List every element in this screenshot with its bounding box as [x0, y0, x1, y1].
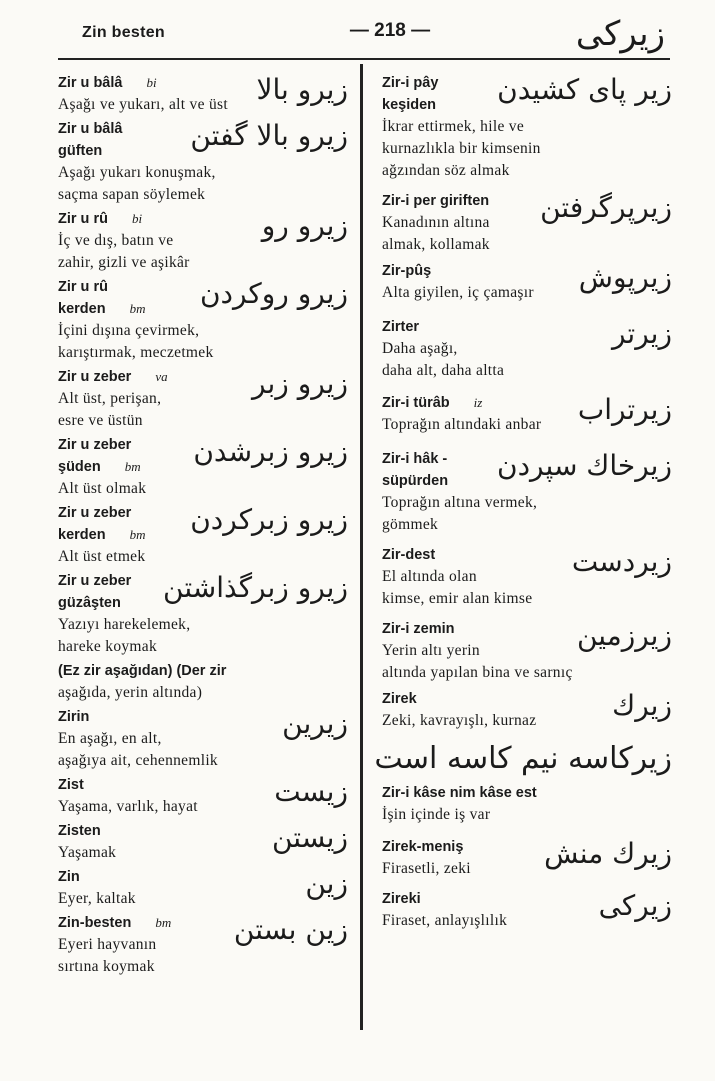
dictionary-entry — [382, 316, 672, 382]
headword: Zin — [58, 869, 80, 885]
headword: güften — [58, 143, 103, 159]
entry-arabic: زیردست — [571, 545, 672, 578]
dictionary-entry — [382, 260, 672, 304]
entry-arabic: زیرو زبر — [252, 367, 348, 400]
definition-line: Firasetli, zeki — [382, 860, 471, 877]
definition-line: İçini dışına çevirmek, — [58, 322, 200, 339]
definition-line: Eyer, kaltak — [58, 890, 136, 907]
entry-arabic: زیرك — [612, 689, 672, 722]
entry-arabic: زین — [305, 867, 348, 900]
dictionary-entry — [374, 736, 672, 826]
headword: şüden bm — [58, 459, 141, 475]
definition-line: En aşağı, en alt, — [58, 730, 162, 747]
headword: süpürden — [382, 473, 449, 489]
definition-line: Alta giyilen, iç çamaşır — [382, 284, 534, 301]
definition-line: aşağıya ait, cehennemlik — [58, 752, 218, 769]
entry-arabic: زیستن — [271, 821, 348, 854]
right-column — [374, 72, 672, 934]
entry-arabic: زیرو زبرشدن — [193, 435, 348, 468]
entry-arabic: زیرو بالا گفتن — [190, 119, 348, 152]
definition-line: sırtına koymak — [58, 958, 155, 975]
grammar-abbreviation: iz — [473, 395, 483, 410]
definition-line: Alt üst, perişan, — [58, 390, 162, 407]
definition-line: ağzından söz almak — [382, 162, 510, 179]
headword: Zir u bâlâ — [58, 121, 123, 137]
definition-line: Yaşamak — [58, 844, 117, 861]
headword: Zir-i hâk - — [382, 451, 448, 467]
headword: Zir-i kâse nim kâse est — [382, 785, 537, 801]
header-rule — [58, 58, 670, 60]
entry-arabic: زین بستن — [233, 913, 348, 946]
dictionary-entry — [58, 866, 348, 910]
definition-line: Eyeri hayvanın — [58, 936, 157, 953]
dictionary-entry — [58, 118, 348, 206]
entry-arabic: زیرو بالا — [256, 73, 348, 106]
entry-arabic: زیرپرگرفتن — [540, 191, 672, 224]
headword: kerden bm — [58, 527, 146, 543]
dictionary-entry — [58, 276, 348, 364]
dictionary-entry — [382, 190, 672, 256]
definition-line: almak, kollamak — [382, 236, 490, 253]
entry-arabic: زیرك منش — [544, 837, 672, 870]
definition-line: Firaset, anlayışlılık — [382, 912, 508, 929]
definition-line: Toprağın altındaki anbar — [382, 416, 542, 433]
entry-arabic: زیر پای کشیدن — [497, 73, 672, 106]
dictionary-entry — [58, 912, 348, 978]
definition-line: kimse, emir alan kimse — [382, 590, 533, 607]
running-head-left: Zin besten — [82, 24, 166, 41]
headword: keşiden — [382, 97, 436, 113]
dictionary-entry — [382, 544, 672, 610]
dictionary-entry — [58, 366, 348, 432]
definition-line: Alt üst etmek — [58, 548, 146, 565]
headword: Zir u zeber — [58, 437, 132, 453]
entry-arabic: زیرتر — [611, 317, 672, 350]
headword: Zir-i pây — [382, 75, 439, 91]
grammar-abbreviation: bi — [146, 75, 157, 90]
headword: Zir-i per giriften — [382, 193, 490, 209]
dictionary-entry — [58, 706, 348, 772]
running-head-arabic: زیرکی — [575, 14, 665, 54]
definition-line: El altında olan — [382, 568, 477, 585]
grammar-abbreviation: bi — [131, 211, 143, 226]
entry-arabic: زیرتراب — [577, 393, 672, 426]
page-header — [0, 0, 715, 60]
headword: Zir u bâlâ bi — [58, 75, 157, 91]
headword: Zir u zeber — [58, 573, 132, 589]
definition-line: karıştırmak, meczetmek — [58, 344, 214, 361]
definition-line: zahir, gizli ve aşikâr — [58, 254, 190, 271]
dictionary-entry — [382, 836, 672, 880]
headword: Zirter — [382, 319, 420, 335]
grammar-abbreviation: va — [155, 369, 168, 384]
dictionary-entry — [382, 688, 672, 732]
entry-arabic: زیرو رو — [261, 209, 348, 242]
definition-line: Aşağı ve yukarı, alt ve üst — [58, 96, 228, 113]
headword-block — [382, 782, 672, 804]
entry-arabic: زیست — [274, 775, 348, 808]
headword: Zir u rû — [58, 279, 108, 295]
dictionary-entry — [58, 820, 348, 864]
headword: Zin-besten bm — [58, 915, 172, 931]
entry-arabic: زیرو زبرکردن — [190, 503, 348, 536]
definition-line: Alt üst olmak — [58, 480, 147, 497]
headword-block — [58, 118, 348, 162]
dictionary-entry — [382, 392, 672, 436]
entry-arabic: زیرکاسه نیم کاسه است — [374, 741, 672, 776]
definition-line: Toprağın altına vermek, — [382, 494, 538, 511]
dictionary-entry — [382, 888, 672, 932]
page-number: — 218 — — [349, 20, 431, 41]
headword-block — [58, 502, 348, 546]
definition-line: İkrar ettirmek, hile ve — [382, 118, 525, 135]
headword-block — [58, 570, 348, 614]
headword: Zir-dest — [382, 547, 436, 563]
headword: Zirek-meniş — [382, 839, 464, 855]
dictionary-entry — [382, 72, 672, 182]
headword-block — [58, 434, 348, 478]
headword: Zir-i türâb iz — [382, 395, 483, 411]
dictionary-entry — [382, 618, 672, 684]
headword-block — [382, 72, 672, 116]
grammar-abbreviation: bm — [129, 527, 146, 542]
definition-line: Yazıyı harekelemek, — [58, 616, 191, 633]
definition-line: Yaşama, varlık, hayat — [58, 798, 198, 815]
entry-arabic: زیرکی — [598, 889, 672, 922]
headword-block — [58, 276, 348, 320]
dictionary-entry — [58, 660, 348, 704]
headword: Zist — [58, 777, 84, 793]
entry-arabic: زیرو زبرگذاشتن — [163, 571, 348, 604]
definition-line: kurnazlıkla bir kimsenin — [382, 140, 541, 157]
column-divider — [360, 64, 363, 1030]
headword: güzâşten — [58, 595, 121, 611]
left-column — [58, 72, 348, 980]
definition-line: hareke koymak — [58, 638, 158, 655]
headword: Zir u zeber — [58, 505, 132, 521]
dictionary-entry — [58, 774, 348, 818]
definition-line: İç ve dış, batın ve — [58, 232, 174, 249]
dictionary-entry — [58, 502, 348, 568]
entry-arabic: زیرو روکردن — [199, 277, 348, 310]
dictionary-entry — [58, 434, 348, 500]
grammar-abbreviation: bm — [129, 301, 146, 316]
definition-line: Zeki, kavrayışlı, kurnaz — [382, 712, 537, 729]
definition-line: aşağıda, yerin altında) — [58, 684, 203, 701]
entry-arabic: زیرین — [282, 707, 348, 740]
definition-line: esre ve üstün — [58, 412, 143, 429]
headword: Zir u rû bi — [58, 211, 143, 227]
definition-line: altında yapılan bina ve sarnıç — [382, 664, 573, 681]
definition-line: Kanadının altına — [382, 214, 490, 231]
headword: Zir-pûş — [382, 263, 432, 279]
headword: Zirin — [58, 709, 90, 725]
grammar-abbreviation: bm — [124, 459, 141, 474]
note-heading: (Ez zir aşağıdan) (Der zir — [58, 663, 227, 679]
definition-line: Daha aşağı, — [382, 340, 458, 357]
grammar-abbreviation: bm — [155, 915, 172, 930]
dictionary-entry — [382, 448, 672, 536]
definition-line: Yerin altı yerin — [382, 642, 480, 659]
entry-arabic: زیرزمین — [576, 619, 672, 652]
dictionary-entry — [58, 72, 348, 116]
headword: kerden bm — [58, 301, 146, 317]
definition-line: saçma sapan söylemek — [58, 186, 206, 203]
headword: Zisten — [58, 823, 101, 839]
definition-line: daha alt, daha altta — [382, 362, 505, 379]
dictionary-entry — [58, 208, 348, 274]
headword: Zireki — [382, 891, 421, 907]
headword: Zir u zeber va — [58, 369, 168, 385]
headword: Zir-i zemin — [382, 621, 455, 637]
definition-line: İşin içinde iş var — [382, 806, 491, 823]
entry-arabic: زیرپوش — [578, 261, 672, 294]
headword: Zirek — [382, 691, 417, 707]
headword-block — [382, 448, 672, 492]
definition-line: gömmek — [382, 516, 439, 533]
entry-arabic: زیرخاك سپردن — [497, 449, 672, 482]
dictionary-entry — [58, 570, 348, 658]
definition-line: Aşağı yukarı konuşmak, — [58, 164, 216, 181]
